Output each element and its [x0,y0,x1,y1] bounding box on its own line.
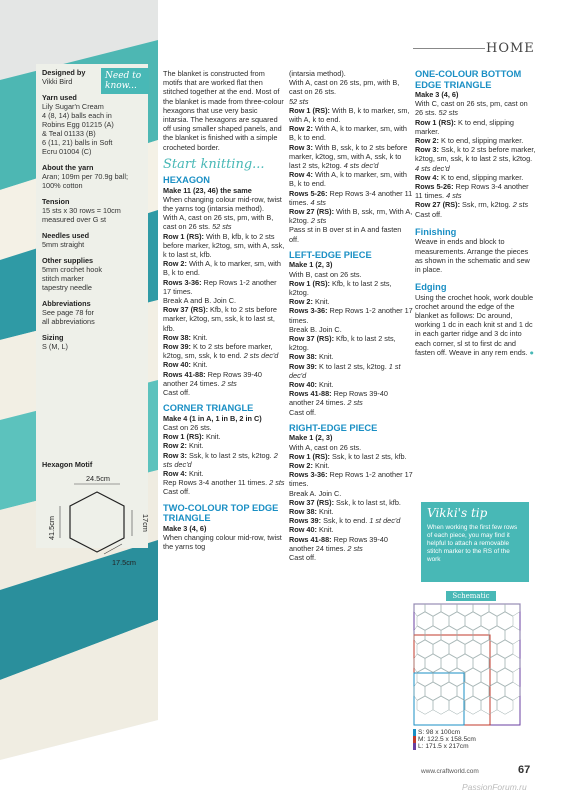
size-key [413,729,476,750]
schematic-label: Schematic [446,591,496,601]
instruction-line [163,259,285,277]
row-label: Row 2: [163,259,187,269]
row-label: Rows 3-36: [289,470,328,480]
instruction-line [163,370,285,388]
instruction-line [163,388,285,397]
instruction-line [163,469,285,478]
row-label: Rows 39: [289,516,322,526]
instruction-line [163,478,285,487]
header-rule [413,48,485,49]
row-text: Ssk, k to end. [321,516,368,526]
stitch-count: 2 sts [510,200,529,210]
row-label: Rows 3-36: [163,277,202,287]
row-label: Row 38: [289,352,317,362]
row-text: Kfb, k to 2 sts before marker, k2tog, sm, ssk, k to last st, kfb. [163,305,277,333]
row-text: K to 2 sts before marker, k2tog, sm, ssk, k to end. [163,341,273,361]
stitch-count: 2 sts [219,378,237,388]
instruction-line [289,325,413,334]
sidebar-text: Vikki Bird [42,77,73,86]
stitch-count: 1 st dec'd [289,361,401,380]
sidebar-heading: About the yarn [42,163,94,172]
stitch-count: 52 sts [436,108,458,118]
stitch-count: 4 sts dec'd [415,163,450,173]
instruction-line [289,334,413,352]
row-label: Row 3: [415,145,439,155]
row-text: Kfb, k to last 2 sts, k2tog. [289,278,392,297]
row-label: Row 39: [289,361,317,371]
row-label: Rows 5-26: [289,188,328,198]
row-label: Row 39: [163,341,191,351]
page-number: 67 [518,764,531,776]
instruction-line [163,441,285,450]
row-text: Pass st in B over st in A and fasten off. [289,225,402,244]
one-colour-heading: ONE-COLOUR BOTTOM EDGE TRIANGLE [415,69,522,90]
instruction-line [163,533,285,551]
row-label: Row 2: [289,124,313,134]
sidebar-text: Lily Sugar'n Cream [42,102,104,111]
row-text: Knit. [203,432,221,442]
row-text: Knit. [312,460,330,470]
instruction-line [289,470,413,488]
row-text: Knit. [316,352,334,362]
row-text: Ssk, k to 2 sts before marker, k2tog, sm, ssk, k to last 2 sts, k2tog. [415,145,536,164]
row-label: Row 27 (RS): [415,200,460,210]
column-1 [163,69,285,551]
instruction-line [289,408,413,417]
instruction-line [163,333,285,342]
row-label: Row 1 (RS): [289,105,330,115]
row-label: Row 37 (RS): [163,305,208,315]
row-text: With B, ssk, rm, With A, k2tog. [289,207,413,226]
sidebar-text: Aran; 109m per 70.9g ball; [42,172,128,181]
stitch-count: 4 sts [444,191,462,201]
row-text: Cast off. [163,388,191,397]
instruction-line [289,143,413,171]
row-text: With A, k to marker, sm, with B, k to end. [163,259,281,278]
sidebar-text: all abbreviations [42,317,95,326]
row-label: Row 40: [289,525,317,535]
stitch-count: 2 sts [345,543,363,553]
row-text: Break A and B. Join C. [163,295,237,305]
row-label: Rows 41-88: [163,369,206,379]
row-text: With C, cast on 26 sts, pm, cast on 26 sts. [415,99,528,118]
stitch-count: 1 st dec'd [367,516,401,526]
instruction-line [289,443,413,452]
instruction-line [289,553,413,562]
edging-heading: Edging [415,282,447,293]
size-m: M: 122.5 x 158.5cm [413,736,476,743]
row-text: Cast off. [163,487,191,497]
row-label: Rows 3-36: [289,306,328,316]
edging-text: Using the crochet hook, work double crochet around the edge of the blanket as follows: Dc around, working 1 dc in each knit st and 1 dc in each garter ridge and 3 dc into each corner, sl st to first dc and fasten off. Weave in any rem ends. [415,292,534,357]
row-text: With B, ssk, k to 2 sts before marker, k2tog, sm, with A, ssk, k to last 2 sts, k2tog. [289,142,408,171]
dim-bottom: 17.5cm [112,558,136,567]
sidebar-text: 5mm straight [42,240,85,249]
column-3 [415,69,537,357]
row-text: When changing colour mid-row, twist the yarns tog [163,532,282,551]
instruction-line [415,136,537,145]
row-text: Rep Rows 39-40 another 24 times. [289,389,388,408]
instruction-line [289,78,413,96]
row-label: Row 3: [163,450,187,460]
instruction-line [289,498,413,507]
row-text: Ssk, rm, k2tog. [460,200,511,210]
sidebar-heading: Designed by [42,68,86,77]
need-to-know-badge: Need to know... [101,68,149,94]
sidebar-text: 6 (11, 21) balls in Soft [42,138,113,147]
row-text: With B, cast on 26 sts. [289,269,362,279]
sidebar-heading: Tension [42,197,70,206]
row-text: Rep Rows 3-4 another 11 times. [163,478,268,488]
sidebar-text: stitch marker [42,274,84,283]
instruction-line [289,516,413,525]
end-bullet-icon: ● [529,347,534,357]
row-label: Rows 41-88: [289,534,332,544]
sidebar-heading: Yarn used [42,93,77,102]
one-colour-instructions [415,99,537,219]
stitch-count: 52 sts [289,96,309,106]
hexagon-shape [70,492,124,552]
instruction-line [289,189,413,207]
sidebar-text: & Teal 01133 (B) [42,129,96,138]
row-text: Rep Rows 3-4 another 11 times. [415,182,529,201]
row-text: K to end, slipping marker. [415,117,514,136]
row-text: Cast on 26 sts. [163,422,212,432]
row-label: Rows 41-88: [289,389,332,399]
row-text: Cast off. [415,209,443,219]
row-text: With A, cast on 26 sts. [289,442,362,452]
sidebar-text: 4 (8, 14) balls each in [42,111,112,120]
instruction-line [289,279,413,297]
row-label: Row 40: [289,380,317,389]
row-text: When changing colour mid-row, twist the yarns tog (intarsia method). [163,194,282,213]
instruction-line [163,296,285,305]
hexagon-motif-diagram [42,470,152,570]
sidebar-text: measured over G st [42,215,107,224]
right-edge-make: Make 1 (2, 3) [289,433,333,443]
row-text: Rep Rows 1-2 another 17 times. [289,306,413,325]
corner-make: Make 4 (1 in A, 1 in B, 2 in C) [163,413,262,423]
instruction-line [415,99,537,117]
row-label: Row 4: [415,172,439,182]
instruction-line [415,118,537,136]
instruction-line [415,210,537,219]
sidebar-heading: Needles used [42,231,90,240]
size-l-outline [414,604,520,725]
sidebar-heading: Sizing [42,333,64,342]
stitch-count: 2 sts [345,398,363,408]
row-text: Rep Rows 1-2 another 17 times. [289,470,413,489]
instruction-line [289,270,413,279]
instruction-line [289,525,413,534]
instruction-line [163,360,285,369]
sidebar-text: Robins Egg 01215 (A) [42,120,114,129]
hexagon-make: Make 11 (23, 46) the same [163,185,252,195]
row-text: With B, k to marker, sm, with A, k to end. [289,105,410,125]
instruction-line [289,535,413,553]
instruction-line [289,207,413,225]
column-2 [289,69,413,562]
row-text: Knit. [186,441,204,451]
row-text: With A, k to marker, sm, with B, k to end. [289,170,407,189]
row-text: Rep Rows 39-40 another 24 times. [289,534,388,553]
row-text: With A, cast on 26 sts, pm, with B, cast on 26 sts. [289,78,400,97]
sidebar-text: S (M, L) [42,342,68,351]
instruction-line [289,225,413,243]
hexagon-instructions [163,195,285,397]
row-label: Row 27 (RS): [289,207,334,217]
sidebar-text: 15 sts x 30 rows = 10cm [42,206,121,215]
sidebar-heading: Abbreviations [42,299,91,308]
row-label: Row 1 (RS): [163,231,204,241]
row-text: Knit. [312,297,330,307]
footer-url: www.craftworld.com [421,768,479,775]
sidebar-text: 5mm crochet hook [42,265,103,274]
right-edge-instructions [289,443,413,563]
sidebar-text: 100% cotton [42,181,83,190]
left-edge-heading: LEFT-EDGE PIECE [289,249,372,260]
instruction-line [163,213,285,231]
instruction-line [415,200,537,209]
stitch-count: 2 sts [267,478,285,488]
row-text: Rep Rows 1-2 another 17 times. [163,277,277,296]
stitch-count: 52 sts [210,222,232,232]
size-s: S: 98 x 100cm [413,729,476,736]
row-label: Row 2: [289,297,313,307]
schematic-diagram [413,603,523,727]
dim-right: 17cm [141,514,150,532]
hexagon-heading: HEXAGON [163,175,211,186]
row-text: K to last 2 sts, k2tog. [316,361,387,371]
sidebar-heading: Other supplies [42,256,94,265]
two-colour-instructions [163,533,285,551]
instruction-line [163,195,285,213]
row-text: K to end, slipping marker. [438,172,524,182]
instruction-line [289,306,413,324]
dim-left: 41.5cm [47,516,56,540]
instruction-line [289,97,413,106]
size-l: L: 171.5 x 217cm [413,743,476,750]
instruction-line [289,362,413,380]
instruction-line [289,69,413,78]
row-label: Row 38: [289,506,317,516]
row-label: Row 4: [163,468,187,478]
tip-text: When working the first few rows of each piece, you may find it helpful to attach a removable stitch marker to the RS of the work [427,524,518,563]
instruction-line [289,380,413,389]
instruction-line [289,461,413,470]
two-colour-heading: TWO-COLOUR TOP EDGE TRIANGLE [163,502,279,524]
corner-instructions [163,423,285,497]
row-label: Row 40: [163,360,191,370]
row-text: Ssk, k to last 2 sts, k2tog. [186,450,272,460]
row-label: Row 1 (RS): [289,278,330,288]
row-label: Row 1 (RS): [163,432,204,442]
row-text: Knit. [316,380,334,389]
row-text: (intarsia method). [289,69,346,78]
row-text: Knit. [186,468,204,478]
instruction-line [415,173,537,182]
left-edge-make: Make 1 (2, 3) [289,260,333,270]
row-label: Row 1 (RS): [415,117,456,127]
instruction-line [289,352,413,361]
section-title: HOME [486,41,535,56]
start-knitting-heading: Start knitting... [163,156,265,172]
row-text: Knit. [190,332,208,342]
instruction-line [289,297,413,306]
row-text: Ssk, k to last st, kfb. [334,497,401,507]
stitch-count: 2 sts dec'd [241,351,279,361]
row-text: Knit. [316,525,334,535]
row-text: Break A. Join C. [289,488,342,498]
row-label: Rows 5-26: [415,182,454,192]
row-label: Row 1 (RS): [289,451,330,461]
instruction-line [289,452,413,461]
instruction-line [289,489,413,498]
row-label: Row 2: [415,136,439,146]
row-label: Row 2: [163,441,187,451]
watermark: PassionForum.ru [462,782,527,792]
row-text: Break B. Join C. [289,324,342,334]
instruction-line [289,507,413,516]
row-text: Cast off. [289,552,317,562]
instruction-line [163,423,285,432]
instruction-line [289,389,413,407]
instruction-line [415,145,537,173]
sidebar-text: tapestry needle [42,283,92,292]
row-text: With A, k to marker, sm, with B, k to end. [289,124,407,143]
stitch-count: 4 sts dec'd [341,161,379,171]
row-text: Kfb, k to last 2 sts, k2tog. [289,333,396,353]
row-text: With B, kfb, k to 2 sts before marker, k2tog, sm, with A, ssk, k to last st, kfb. [163,231,285,259]
row-label: Row 38: [163,332,191,342]
tip-title: Vikki's tip [427,506,488,520]
instruction-line [289,106,413,124]
sidebar-text: Ecru 01004 (C) [42,147,92,156]
instruction-line [415,182,537,200]
row-text: Rep Rows 3-4 another 11 times. [289,188,413,207]
finishing-text: Weave in ends and block to measurements. Arrange the pieces as shown in the schematic and sew in place. [415,237,530,274]
left-edge-instructions [289,270,413,417]
row-text: Knit. [190,360,208,370]
row-label: Row 4: [289,170,313,180]
row-text: Ssk, k to last 2 sts, kfb. [329,451,407,461]
row-text: Knit. [316,506,334,516]
tip-box [421,502,529,582]
row-text: Cast off. [289,407,317,417]
instruction-line [163,278,285,296]
dim-line-bottom [104,544,122,554]
row-text: K to end, slipping marker. [438,136,524,146]
row-label: Row 37 (RS): [289,497,334,507]
instruction-line [163,451,285,469]
row-text: Rep Rows 39-40 another 24 times. [163,369,262,388]
stitch-count: 2 sts dec'd [163,450,278,469]
instruction-line [289,124,413,142]
instruction-line [163,232,285,260]
two-colour-continued [289,69,413,244]
hexagon-motif-label: Hexagon Motif [42,460,93,469]
right-edge-heading: RIGHT-EDGE PIECE [289,422,378,433]
stitch-count: 4 sts [308,197,326,207]
instruction-line [163,305,285,333]
corner-heading: CORNER TRIANGLE [163,403,254,414]
one-colour-make: Make 3 (4, 6) [415,90,459,99]
instruction-line [289,170,413,188]
sidebar-text: See page 78 for [42,308,94,317]
instruction-line [163,487,285,496]
two-colour-make: Make 3 (4, 6) [163,523,207,533]
row-label: Row 3: [289,142,313,152]
row-text: With A, cast on 26 sts, pm, with B, cast on 26 sts. [163,213,274,232]
row-label: Row 37 (RS): [289,333,334,343]
dim-top: 24.5cm [86,474,110,483]
instruction-line [163,432,285,441]
stitch-count: 2 sts [308,216,327,226]
finishing-heading: Finishing [415,226,457,237]
intro-text: The blanket is constructed from motifs that are worked flat then stitched together at the end. Most of the blanket is made from three-colour hexagons that use very basic intarsia. The hexagons are squared off using smaller shaped panels, and the blanket is finished with a simple crocheted border. [163,69,284,152]
instruction-line [163,342,285,360]
row-label: Row 2: [289,460,313,470]
